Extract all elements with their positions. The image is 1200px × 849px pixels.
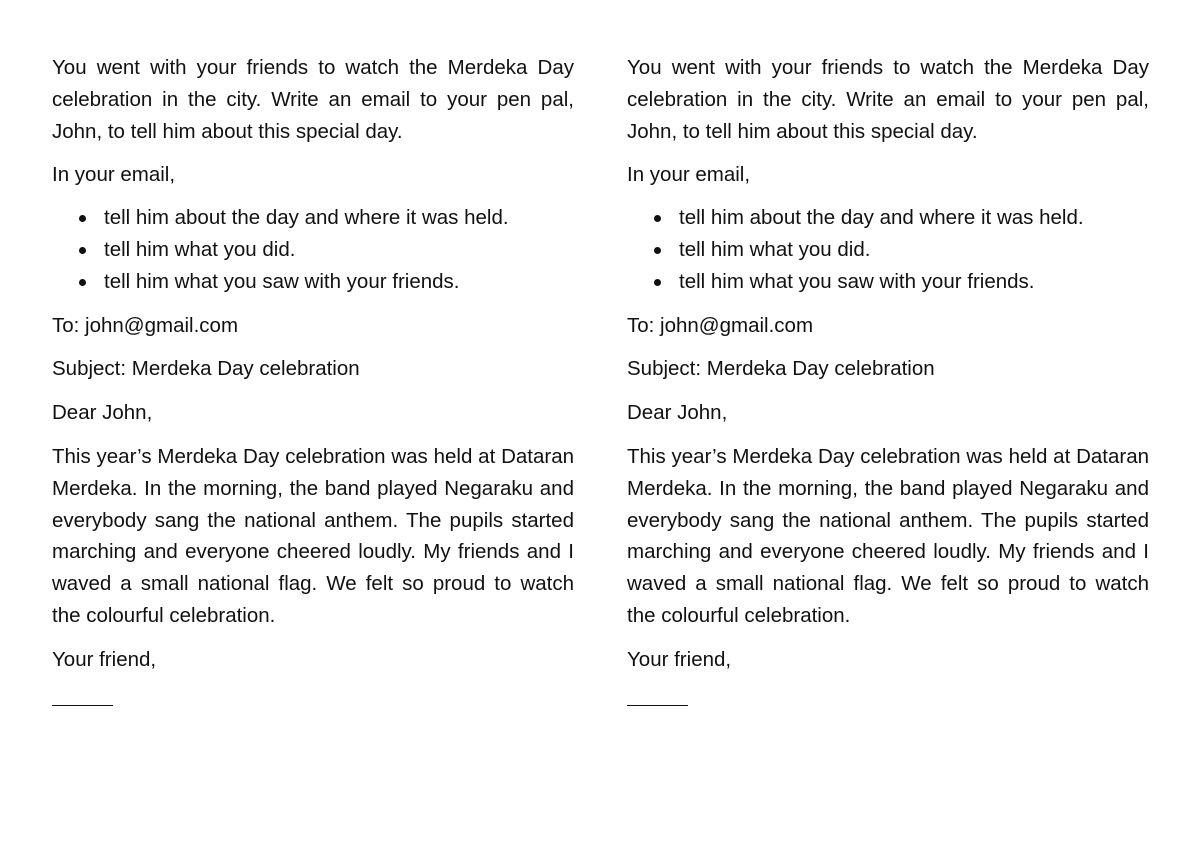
task-bullet: tell him what you did. xyxy=(104,234,574,266)
email-closing: Your friend, xyxy=(52,647,157,671)
task-prompt: You went with your friends to watch the Merdeka Day celebration in the city. Write an email to your pen pal, John, to tell him about this special day. xyxy=(627,56,1149,143)
email-to-line: To: john@gmail.com xyxy=(627,313,814,337)
worksheet-column-right xyxy=(627,52,1149,706)
task-bullet: tell him what you saw with your friends. xyxy=(104,266,574,298)
email-body: This year’s Merdeka Day celebration was held at Dataran Merdeka. In the morning, the band played Negaraku and everybody sang the national anthem. The pupils started marching and everyone cheered loudly. My friends and I waved a small national flag. We felt so proud to watch the colourful celebration. xyxy=(627,444,1149,627)
email-subject-line: Subject: Merdeka Day celebration xyxy=(627,357,935,381)
task-bullet: tell him about the day and where it was held. xyxy=(104,202,574,234)
email-body: This year’s Merdeka Day celebration was held at Dataran Merdeka. In the morning, the band played Negaraku and everybody sang the national anthem. The pupils started marching and everyone cheered loudly. My friends and I waved a small national flag. We felt so proud to watch the colourful celebration. xyxy=(52,444,574,627)
task-bullet: tell him what you saw with your friends. xyxy=(679,266,1149,298)
signature-line xyxy=(627,683,688,706)
email-closing: Your friend, xyxy=(627,647,732,671)
email-greeting: Dear John, xyxy=(52,401,153,425)
task-bullet-list xyxy=(52,202,574,297)
email-to-line: To: john@gmail.com xyxy=(52,313,239,337)
task-prompt: You went with your friends to watch the Merdeka Day celebration in the city. Write an email to your pen pal, John, to tell him about this special day. xyxy=(52,56,574,143)
task-intro: In your email, xyxy=(627,163,751,187)
signature-line xyxy=(52,683,113,706)
task-bullet-list xyxy=(627,202,1149,297)
task-intro: In your email, xyxy=(52,163,176,187)
task-bullet: tell him about the day and where it was held. xyxy=(679,202,1149,234)
email-greeting: Dear John, xyxy=(627,401,728,425)
email-subject-line: Subject: Merdeka Day celebration xyxy=(52,357,360,381)
worksheet-column-left xyxy=(52,52,574,706)
task-bullet: tell him what you did. xyxy=(679,234,1149,266)
